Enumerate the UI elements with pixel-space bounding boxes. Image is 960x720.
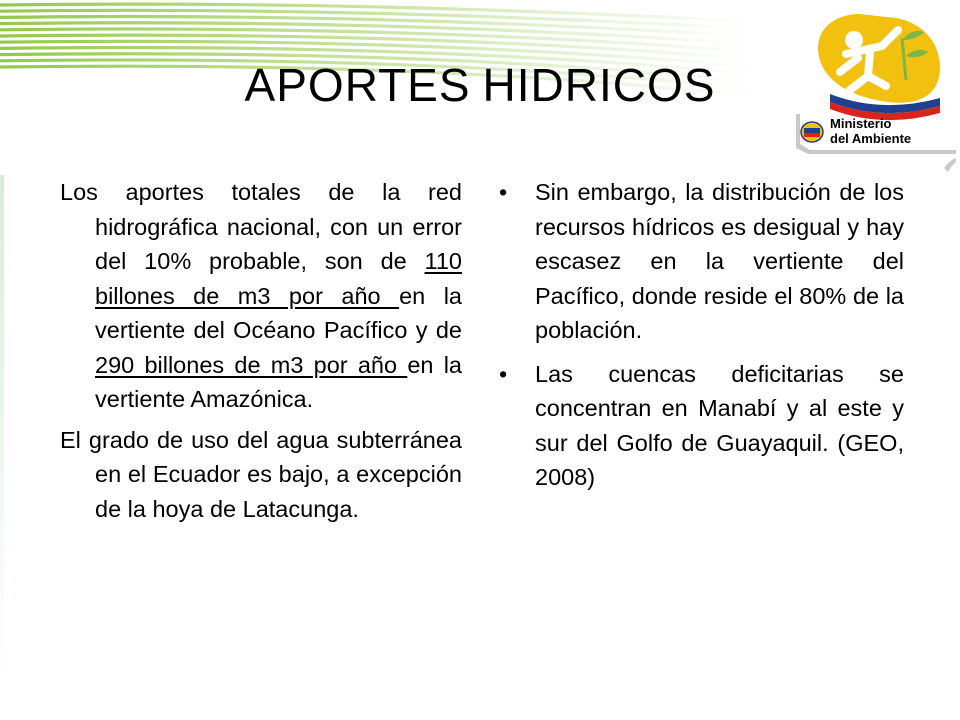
left-text-column xyxy=(60,175,462,532)
bullet-dot: • xyxy=(499,360,508,387)
paragraph-subterranea: El grado de uso del agua subterránea en el Ecuador es bajo, a excepción de la hoya de Latacunga. xyxy=(60,426,462,522)
p1-underlined-2: 290 billones de m3 por año xyxy=(95,351,408,378)
bullet-item xyxy=(496,357,904,495)
logo-line-1: Ministerio xyxy=(830,116,892,131)
bullet-item xyxy=(496,175,904,348)
paragraph-aportes xyxy=(60,175,462,417)
title-word-2: HIDRICOS xyxy=(482,59,716,111)
bullet-text-2: Las cuencas deficitarias se concentran en Manabí y al este y sur del Golfo de Guayaquil. (GEO, 2008) xyxy=(535,360,904,490)
right-text-column xyxy=(496,175,904,504)
left-edge-bar xyxy=(0,175,4,680)
p1-text-1: Los aportes totales de la red hidrográfica nacional, con un error del 10% probable, son de xyxy=(60,179,462,274)
ministerio-ambiente-logo xyxy=(790,10,960,180)
logo-line-2: del Ambiente xyxy=(830,131,912,146)
bullet-text-1: Sin embargo, la distribución de los recursos hídricos es desigual y hay escasez en la vertiente del Pacífico, donde reside el 80% de la población. xyxy=(535,179,904,343)
p1-underlined-1: 110 billones de m3 por año xyxy=(95,248,462,309)
bullet-dot: • xyxy=(499,179,508,205)
p1-text-3: en la vertiente Amazónica. xyxy=(95,351,462,412)
title-word-1: APORTES xyxy=(244,59,471,111)
p1-text-2: en la vertiente del Océano Pacífico y de xyxy=(95,282,462,343)
